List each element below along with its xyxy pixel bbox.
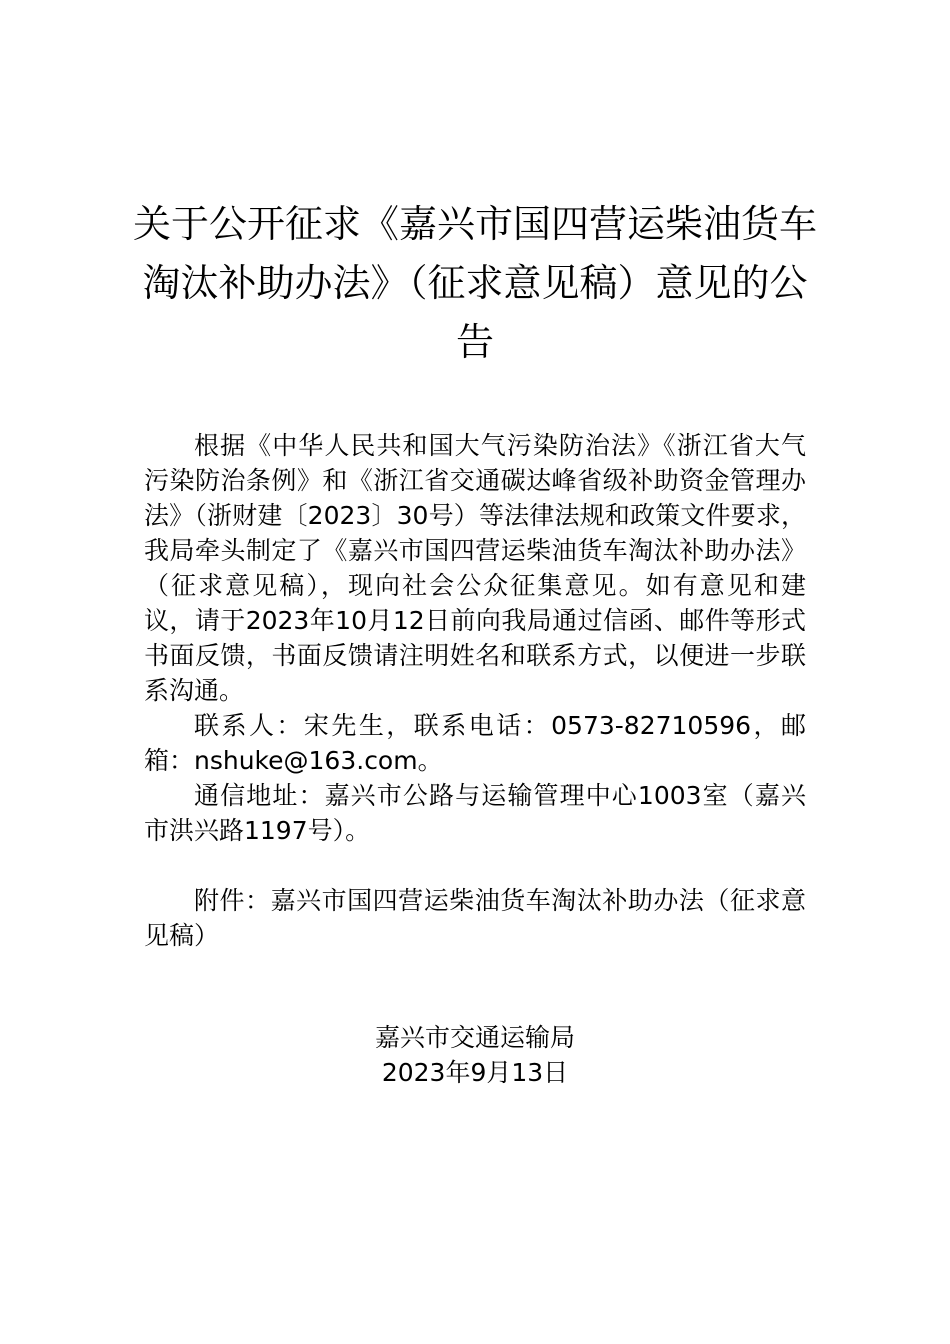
title-line-1: 关于公开征求《嘉兴市国四营运柴油货车 (132, 202, 817, 246)
address-paragraph: 通信地址：嘉兴市公路与运输管理中心1003室（嘉兴市洪兴路1197号）。 (144, 781, 806, 845)
contact-paragraph: 联系人：宋先生，联系电话：0573-82710596，邮箱：nshuke@163.com。 (144, 711, 806, 775)
document-title (130, 195, 820, 372)
title-line-3: 告 (455, 320, 494, 364)
title-line-2: 淘汰补助办法》（征求意见稿）意见的公 (142, 261, 808, 305)
issue-date: 2023年9月13日 (381, 1058, 569, 1087)
signature-block (0, 1020, 950, 1090)
document-body (144, 428, 806, 953)
attachment-paragraph: 附件：嘉兴市国四营运柴油货车淘汰补助办法（征求意见稿） (144, 886, 806, 950)
issuer-name: 嘉兴市交通运输局 (374, 1023, 575, 1052)
body-paragraph-main: 根据《中华人民共和国大气污染防治法》《浙江省大气污染防治条例》和《浙江省交通碳达峰省级补助资金管理办法》（浙财建〔2023〕30号）等法律法规和政策文件要求，我局牵头制定了《嘉兴市国四营运柴油货车淘汰补助办法》（征求意见稿），现向社会公众征集意见。如有意见和建议，请于2023年10月12日前向我局通过信函、邮件等形式书面反馈，书面反馈请注明姓名和联系方式，以便进一步联系沟通。 (144, 431, 806, 705)
